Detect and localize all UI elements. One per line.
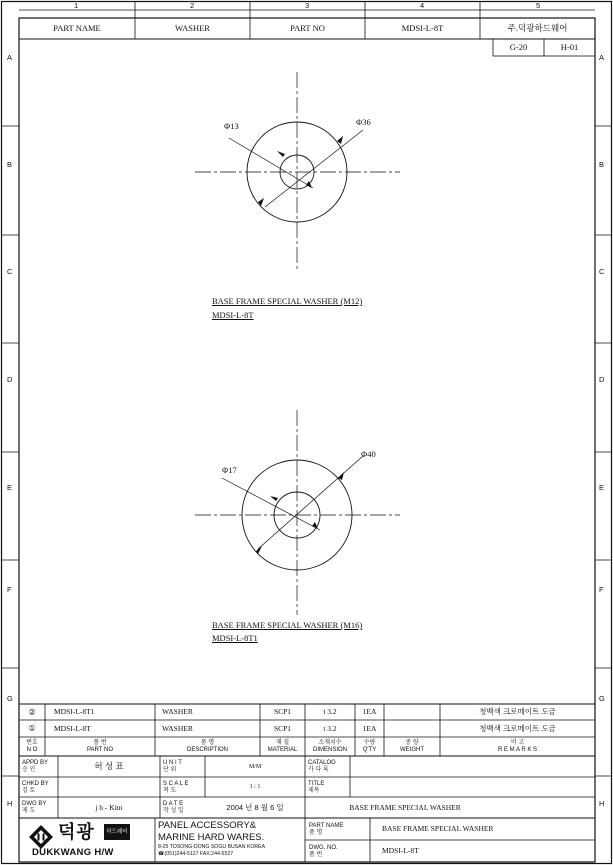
company-line-2: MARINE HARD WARES. [158,832,265,843]
part-name-label [305,818,374,840]
header-code-g: G-20 [509,42,528,53]
part-dimension-cell: t 3.2 [323,707,337,717]
col-header-mat-ko: 재 질 [275,740,290,746]
col-header-remarks-en: R E M A R K S [497,747,537,753]
grid-row-f-left: F [7,585,12,594]
header-part-no-label: PART NO [290,23,325,34]
part-dimension-cell: t 3.2 [323,723,337,733]
grid-col-2: 2 [190,1,195,10]
col-header-qty [355,737,384,756]
drawing-caption-1: BASE FRAME SPECIAL WASHER (M12) [212,296,363,306]
date-value: 2004 년 8 월 6 일 [226,802,284,812]
part-no-cell: ① [28,723,36,734]
drawing-partno-1: MDSI-L-8T [212,310,254,320]
grid-row-e-right: E [599,483,605,492]
title-label-en: TITLE [308,780,325,787]
col-header-no [19,737,45,756]
col-header-description [155,737,260,756]
col-header-dim-en: DIMENSION [312,747,347,753]
unit-label [160,756,208,777]
grid-row-c-left: C [7,267,13,276]
col-header-desc-en: DESCRIPTION [186,747,228,753]
company-address: 8-25 TOSONG-DONG SOGU BUSAN KOREA [158,844,266,850]
grid-row-c-right: C [599,267,605,276]
part-no-cell: ② [28,706,36,717]
unit-label-ko: 단 위 [163,767,177,773]
scale-label [160,777,208,797]
grid-row-b-left: B [7,160,13,169]
part-description-cell: WASHER [162,723,193,733]
grid-row-a-right: A [599,53,605,62]
part-description-cell: WASHER [162,707,193,717]
grid-row-g-right: G [599,694,605,703]
drawing-caption-2: BASE FRAME SPECIAL WASHER (M16) [212,620,363,630]
header-code-h: H-01 [560,42,579,53]
col-header-qty-en: Q'TY [362,747,377,753]
chkd-value [58,777,160,797]
dim-small-2: Φ17 [222,465,237,475]
scale-label-en: S C A L E [163,780,189,787]
title-label [305,777,353,797]
part-weight-cell [384,720,440,737]
dim-large-1: Φ36 [356,117,371,127]
part-number-cell: MDSI-L-8T [54,723,91,733]
dwg-by-label [19,797,61,818]
logo-korean: 덕광 [58,822,95,842]
col-header-weight [384,737,440,756]
scale-value: 1 : 1 [249,784,261,790]
company-line-1: PANEL ACCESSORY& [158,820,257,831]
part-remarks-cell: 청백색 크로메이트 도금 [479,707,556,717]
grid-col-5: 5 [536,1,541,10]
grid-col-3: 3 [305,1,310,10]
part-name-label-en: PART NAME [309,822,344,829]
part-material-cell: SCP1 [273,723,292,733]
grid-col-4: 4 [420,1,425,10]
grid-row-d-right: D [599,375,605,384]
dim-large-2: Φ40 [361,449,376,459]
unit-label-en: U N I T [163,760,182,766]
part-number-cell: MDSI-L-8T1 [54,707,95,717]
appd-label-ko: 승 인 [22,767,36,773]
header-company: 주.덕광하드웨어 [507,23,568,34]
col-header-dim-ko: 소재치수 [318,740,342,746]
grid-row-g-left: G [7,694,13,703]
header-part-no-value: MDSI-L-8T [401,23,444,34]
part-qty-cell: 1EA [362,707,377,717]
date-label [160,797,208,818]
title-label-ko: 제목 [308,787,320,794]
date-label-ko: 작 성 일 [163,808,184,814]
dwg-no-label [305,840,374,862]
col-header-qty-ko: 수량 [363,740,376,746]
col-header-weight-en: WEIGHT [400,747,424,753]
col-header-remarks-ko: 비 고 [510,740,525,746]
part-name-label-ko: 품 명 [309,829,323,836]
dim-small-1: Φ13 [224,121,239,131]
part-qty-cell: 1EA [362,723,377,733]
col-header-desc-ko: 품 명 [200,740,215,746]
grid-row-h-right: H [599,799,605,808]
date-label-en: D A T E [163,801,184,807]
col-header-weight-ko: 중 량 [405,740,419,746]
drawing-partno-2: MDSI-L-8T1 [212,633,258,643]
catalog-label [305,756,353,777]
col-header-part-no [45,737,155,756]
logo-box: 하드웨어 [104,824,130,840]
dwg-by-label-en: DWG BY [22,801,47,807]
grid-row-e-left: E [7,483,13,492]
catalog-label-ko: 카 다 록 [308,767,329,773]
grid-col-1: 1 [74,1,79,10]
dwg-no-label-en: DWG. NO. [309,844,338,851]
part-remarks-cell: 청백색 크로메이트 도금 [479,723,556,733]
part-material-cell: SCP1 [273,707,292,717]
col-header-part-no-ko: 품 번 [93,740,107,746]
catalog-value [350,756,595,777]
catalog-label-en: CATALOG [308,760,336,766]
company-logo [24,820,154,860]
chkd-label-en: CHKD BY [22,780,49,787]
company-phone: ☎(051)244-5127 FAX:244-5527 [158,851,234,857]
dwg-no-label-ko: 품 번 [309,851,323,858]
grid-row-f-right: F [599,585,604,594]
chkd-label-ko: 검 토 [22,787,36,794]
title-value: BASE FRAME SPECIAL WASHER [349,802,461,812]
appd-value: 허 성 표 [94,761,124,772]
part-weight-cell [384,704,440,720]
header-part-name-value: WASHER [175,23,210,34]
grid-row-d-left: D [7,375,13,384]
dwg-by-value: j h - Kim [95,802,123,812]
unit-value: M/M [248,763,262,770]
col-header-no-ko: 번호 [26,740,38,746]
logo-english: DUKKWANG H/W [32,847,114,858]
part-name-value: BASE FRAME SPECIAL WASHER [382,824,494,834]
col-header-part-no-en: PART NO [86,747,113,753]
col-header-no-en: N O [26,747,38,753]
col-header-mat-en: MATERIAL [267,747,298,753]
col-header-remarks [440,737,595,756]
appd-label-en: APPD BY [22,760,49,766]
col-header-material [260,737,305,756]
header-part-name-label: PART NAME [53,23,101,34]
col-header-dimension [305,737,355,756]
grid-row-h-left: H [7,799,13,808]
appd-label [19,756,61,777]
grid-row-a-left: A [7,53,13,62]
dwg-no-value: MDSI-L-8T [382,846,419,856]
scale-label-ko: 척 도 [163,787,177,794]
grid-row-b-right: B [599,160,605,169]
chkd-label [19,777,61,797]
dwg-by-label-ko: 제 도 [22,808,36,814]
